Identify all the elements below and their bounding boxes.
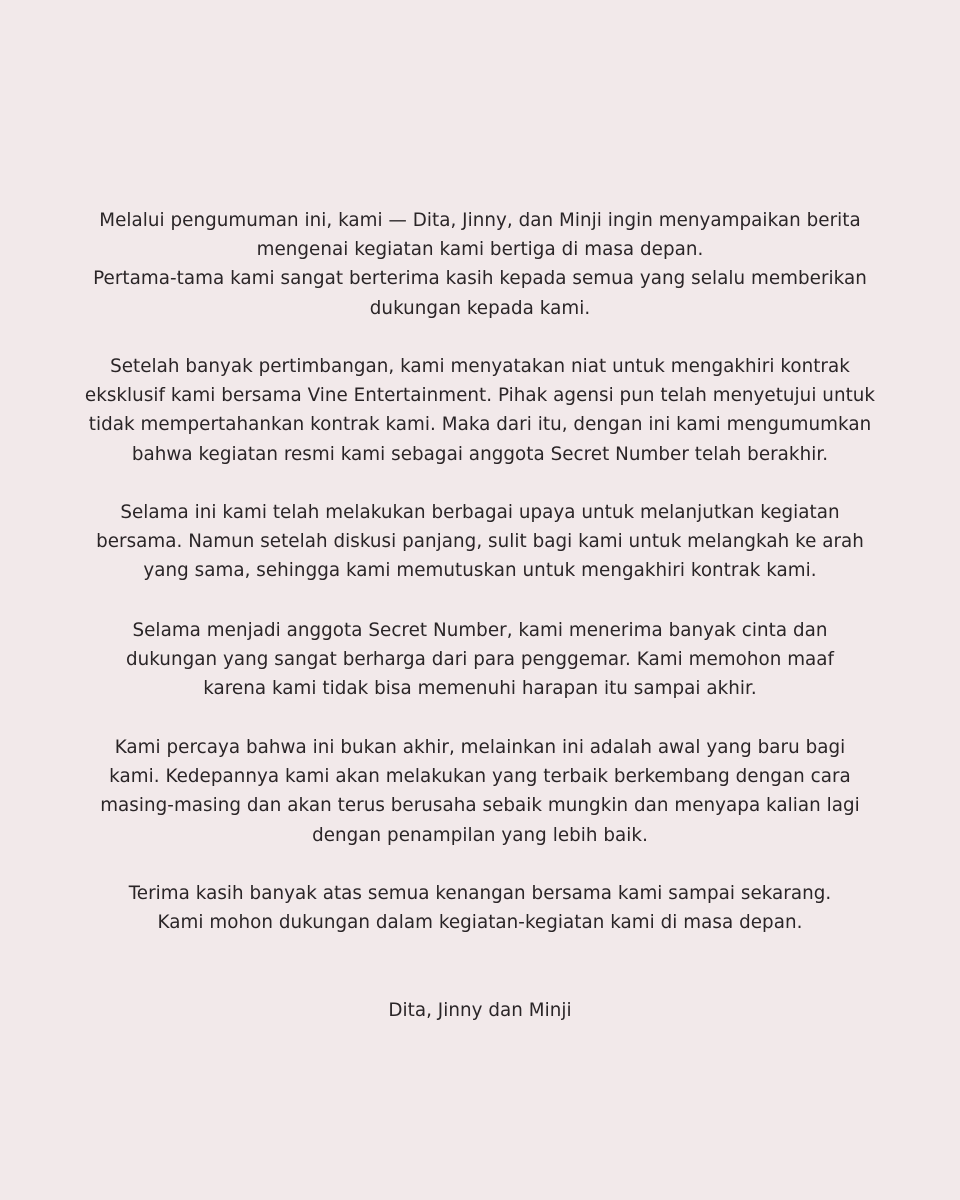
paragraph-efforts bbox=[0, 498, 960, 586]
text-line: eksklusif kami bersama Vine Entertainment. Pihak agensi pun telah menyetujui untuk bbox=[84, 385, 876, 407]
text-line: Kami mohon dukungan dalam kegiatan-kegiatan kami di masa depan. bbox=[157, 912, 803, 934]
paragraph-contract-end bbox=[0, 352, 960, 469]
signature bbox=[0, 996, 960, 1025]
paragraph-gratitude-fans bbox=[0, 616, 960, 704]
text-line: Selama ini kami telah melakukan berbagai upaya untuk melanjutkan kegiatan bbox=[120, 502, 840, 523]
text-line: Kami percaya bahwa ini bukan akhir, melainkan ini adalah awal yang baru bagi bbox=[114, 737, 846, 758]
paragraph-new-beginning bbox=[0, 733, 960, 850]
text-line: Selama menjadi anggota Secret Number, kami menerima banyak cinta dan bbox=[132, 620, 828, 641]
text-line: Setelah banyak pertimbangan, kami menyatakan niat untuk mengakhiri kontrak bbox=[110, 356, 850, 377]
signature-text: Dita, Jinny dan Minji bbox=[388, 1000, 572, 1021]
text-line: Melalui pengumuman ini, kami — Dita, Jinny, dan Minji ingin menyampaikan berita bbox=[99, 210, 861, 231]
text-line: masing-masing dan akan terus berusaha sebaik mungkin dan menyapa kalian lagi bbox=[100, 795, 860, 817]
text-line: bahwa kegiatan resmi kami sebagai anggota Secret Number telah berakhir. bbox=[131, 443, 829, 465]
text-line: mengenai kegiatan kami bertiga di masa depan. bbox=[256, 239, 704, 261]
text-line: dengan penampilan yang lebih baik. bbox=[312, 824, 648, 846]
paragraph-intro bbox=[0, 206, 960, 323]
text-line: dukungan kepada kami. bbox=[369, 297, 591, 319]
text-line: dukungan yang sangat berharga dari para penggemar. Kami memohon maaf bbox=[125, 649, 835, 671]
text-line: Terima kasih banyak atas semua kenangan bersama kami sampai sekarang. bbox=[128, 883, 832, 904]
paragraph-thanks bbox=[0, 879, 960, 937]
text-line: bersama. Namun setelah diskusi panjang, sulit bagi kami untuk melangkah ke arah bbox=[96, 531, 864, 553]
text-line: karena kami tidak bisa memenuhi harapan itu sampai akhir. bbox=[203, 678, 757, 700]
text-line: tidak mempertahankan kontrak kami. Maka dari itu, dengan ini kami mengumumkan bbox=[88, 414, 872, 436]
text-line: Pertama-tama kami sangat berterima kasih kepada semua yang selalu memberikan bbox=[93, 268, 867, 290]
text-line: yang sama, sehingga kami memutuskan untuk mengakhiri kontrak kami. bbox=[143, 560, 817, 582]
text-line: kami. Kedepannya kami akan melakukan yang terbaik berkembang dengan cara bbox=[109, 766, 851, 788]
